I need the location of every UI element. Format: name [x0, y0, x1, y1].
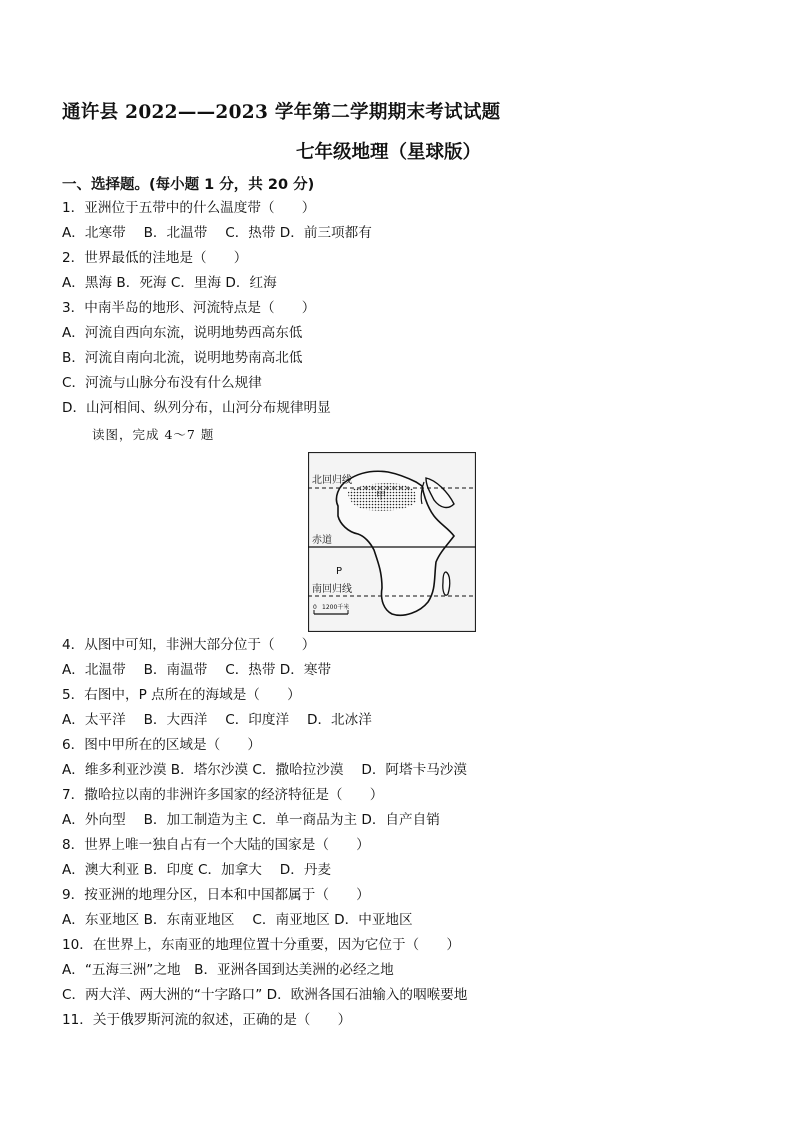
scale-zero: 0 — [313, 604, 317, 611]
scale-text: 1200千米 — [322, 604, 350, 611]
question-line: 11．关于俄罗斯河流的叙述，正确的是（ ） — [62, 1012, 352, 1028]
section-heading: 一、选择题。(每小题 1 分，共 20 分) — [62, 177, 315, 193]
question-line: 9．按亚洲的地理分区，日本和中国都属于（ ） — [62, 887, 370, 903]
label-tropic-of-cancer: 北回归线 — [312, 475, 352, 486]
map-instruction: 读图，完成 4～7 题 — [92, 427, 215, 442]
question-line: A．北温带 B．南温带 C．热带 D．寒带 — [62, 662, 332, 678]
question-line: 5．右图中，P 点所在的海域是（ ） — [62, 687, 301, 703]
question-line: A．外向型 B．加工制造为主 C．单一商品为主 D．自产自销 — [62, 812, 440, 828]
label-jia: 甲 — [376, 491, 386, 502]
question-line: 8．世界上唯一独自占有一个大陆的国家是（ ） — [62, 837, 370, 853]
question-line: A．黑海 B．死海 C．里海 D．红海 — [62, 275, 277, 291]
question-line: A．“五海三洲”之地 B．亚洲各国到达美洲的必经之地 — [62, 962, 394, 978]
question-line: 1．亚洲位于五带中的什么温度带（ ） — [62, 200, 316, 216]
question-line: A．澳大利亚 B．印度 C．加拿大 D．丹麦 — [62, 862, 332, 878]
exam-title: 通许县 2022——2023 学年第二学期期末考试试题 — [62, 102, 501, 123]
question-line: 4．从图中可知，非洲大部分位于（ ） — [62, 637, 316, 653]
question-line: 7．撒哈拉以南的非洲许多国家的经济特征是（ ） — [62, 787, 384, 803]
africa-map — [308, 452, 476, 632]
question-line: 6．图中甲所在的区域是（ ） — [62, 737, 261, 753]
question-line: A．北寒带 B．北温带 C．热带 D．前三项都有 — [62, 225, 372, 241]
exam-subtitle: 七年级地理（星球版） — [296, 142, 482, 163]
question-line: A．维多利亚沙漠 B．塔尔沙漠 C．撒哈拉沙漠 D．阿塔卡马沙漠 — [62, 762, 467, 778]
label-tropic-of-capricorn: 南回归线 — [312, 584, 352, 595]
question-line: A．东亚地区 B．东南亚地区 C．南亚地区 D．中亚地区 — [62, 912, 413, 928]
question-line: D．山河相间、纵列分布，山河分布规律明显 — [62, 400, 331, 416]
question-line: A．河流自西向东流，说明地势西高东低 — [62, 325, 303, 341]
question-line: B．河流自南向北流，说明地势南高北低 — [62, 350, 303, 366]
question-line: 3．中南半岛的地形、河流特点是（ ） — [62, 300, 316, 316]
question-line: C．两大洋、两大洲的“十字路口” D．欧洲各国石油输入的咽喉要地 — [62, 987, 468, 1003]
question-line: A．太平洋 B．大西洋 C．印度洋 D．北冰洋 — [62, 712, 372, 728]
label-p: P — [336, 566, 343, 577]
question-line: 10．在世界上，东南亚的地理位置十分重要，因为它位于（ ） — [62, 937, 460, 953]
label-equator: 赤道 — [312, 535, 332, 546]
africa-map-graphic — [308, 452, 476, 632]
question-line: 2．世界最低的洼地是（ ） — [62, 250, 248, 266]
question-line: C．河流与山脉分布没有什么规律 — [62, 375, 262, 391]
